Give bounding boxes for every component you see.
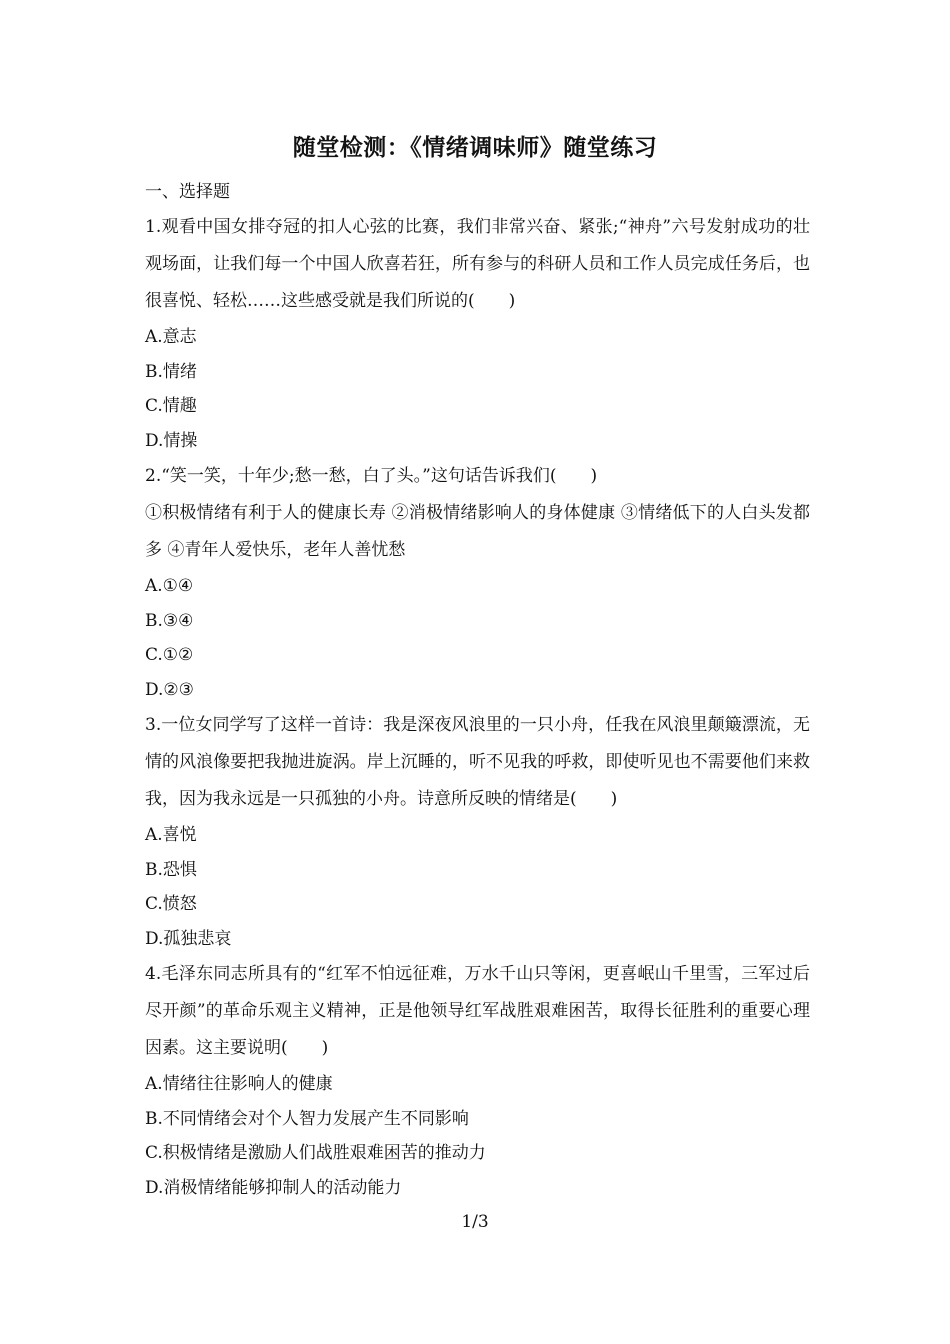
option-c: C.愤怒 <box>145 894 197 914</box>
document-body <box>145 175 810 1205</box>
option-d: D.情操 <box>145 430 198 451</box>
page-title: 随堂检测：《情绪调味师》随堂练习 <box>292 134 658 161</box>
question-4 <box>145 956 810 1205</box>
page-number: 1/3 <box>461 1212 489 1232</box>
option-b: B.③④ <box>145 610 194 631</box>
question-1 <box>145 209 810 458</box>
option-b: B.情绪 <box>145 361 197 382</box>
option-a: A.意志 <box>145 327 197 347</box>
question-stem: 3.一位女同学写了这样一首诗：我是深夜风浪里的一只小舟，任我在风浪里颠簸漂流，无情的风浪像要把我抛进旋涡。岸上沉睡的，听不见我的呼救，即使听见也不需要他们来救我，因为我永远是一只孤独的小舟。诗意所反映的情绪是( ) <box>145 715 810 809</box>
option-d: D.孤独悲哀 <box>145 928 232 949</box>
option-b: B.不同情绪会对个人智力发展产生不同影响 <box>145 1108 469 1129</box>
question-stem: 1.观看中国女排夺冠的扣人心弦的比赛，我们非常兴奋、紧张;“神舟”六号发射成功的壮观场面，让我们每一个中国人欣喜若狂，所有参与的科研人员和工作人员完成任务后，也很喜悦、轻松……这些感受就是我们所说的( ) <box>145 217 810 311</box>
question-3 <box>145 707 810 956</box>
option-a: A.①④ <box>145 576 194 596</box>
option-d: D.消极情绪能够抑制人的活动能力 <box>145 1177 402 1198</box>
question-stem: 4.毛泽东同志所具有的“红军不怕远征难，万水千山只等闲，更喜岷山千里雪，三军过后尽开颜”的革命乐观主义精神，正是他领导红军战胜艰难困苦，取得长征胜利的重要心理因素。这主要说明( ) <box>145 964 810 1058</box>
option-d: D.②③ <box>145 679 194 700</box>
question-2 <box>145 458 810 707</box>
option-c: C.积极情绪是激励人们战胜艰难困苦的推动力 <box>145 1143 486 1163</box>
section-heading: 一、选择题 <box>145 182 230 202</box>
option-c: C.情趣 <box>145 396 197 416</box>
option-c: C.①② <box>145 645 194 665</box>
option-a: A.情绪往往影响人的健康 <box>145 1074 333 1094</box>
option-b: B.恐惧 <box>145 859 197 880</box>
option-a: A.喜悦 <box>145 825 197 845</box>
question-stem: 2.“笑一笑，十年少;愁一愁，白了头。”这句话告诉我们( ) <box>145 466 598 486</box>
question-statements: ①积极情绪有利于人的健康长寿 ②消极情绪影响人的身体健康 ③情绪低下的人白头发都多 ④青年人爱快乐，老年人善忧愁 <box>145 503 810 560</box>
